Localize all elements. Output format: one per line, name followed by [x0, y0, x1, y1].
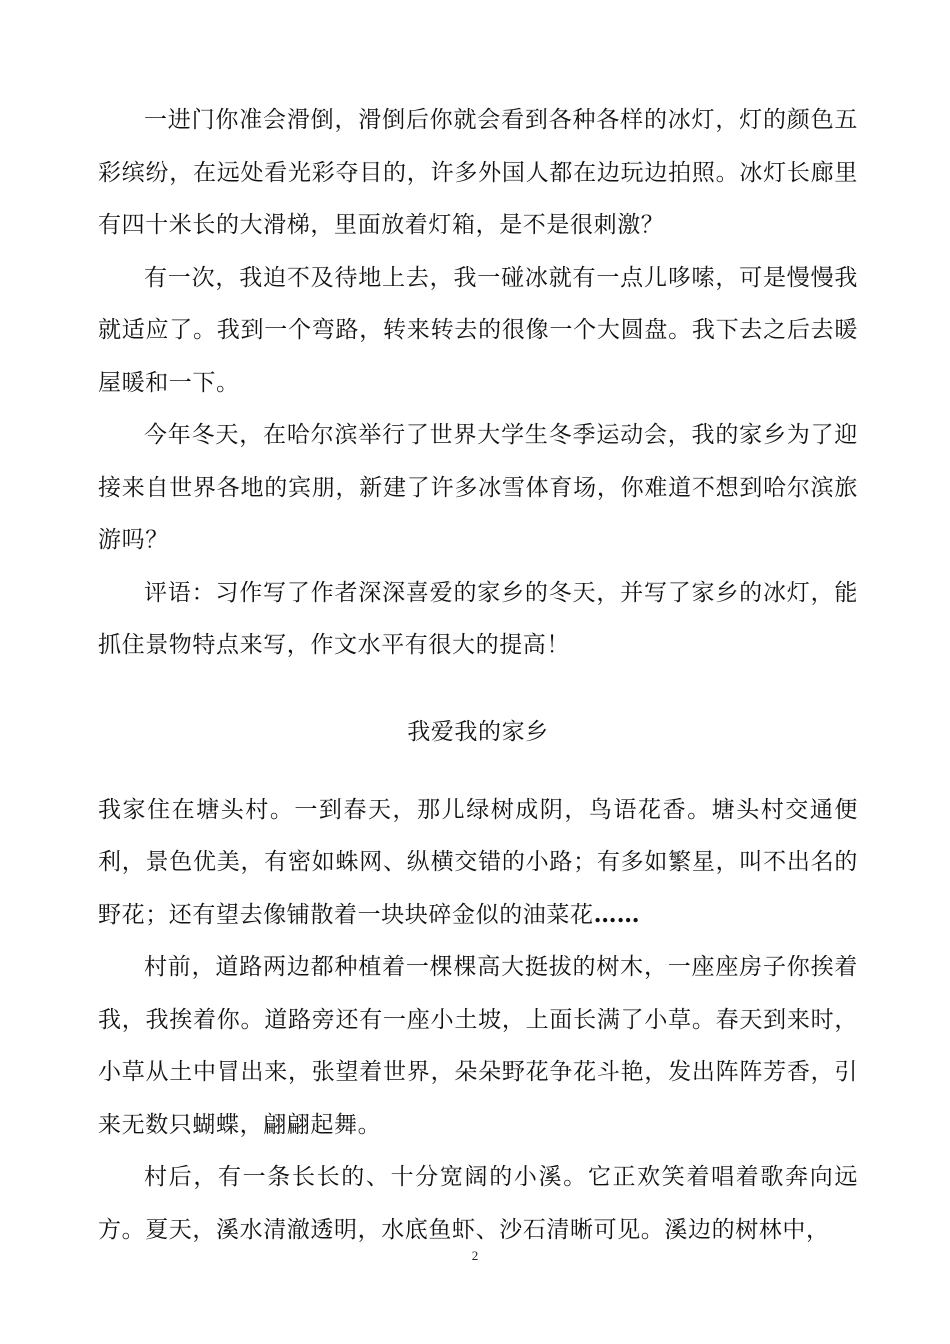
paragraph-village-back: 村后，有一条长长的、十分宽阔的小溪。它正欢笑着唱着歌奔向远方。夏天，溪水清澈透明，水底鱼虾、沙石清晰可见。溪边的树林中， — [98, 1164, 858, 1243]
paragraph-winter-games: 今年冬天，在哈尔滨举行了世界大学生冬季运动会，我的家乡为了迎接来自世界各地的宾朋，新建了许多冰雪体育场，你难道不想到哈尔滨旅游吗？ — [98, 422, 858, 553]
village-intro-text: 我家住在塘头村。一到春天，那儿绿树成阴，鸟语花香。塘头村交通便利，景色优美，有密如蛛网、纵横交错的小路；有多如繁星，叫不出名的野花；还有望去像铺散着一块块碎金似的油菜花 — [98, 796, 858, 928]
paragraph-teacher-comment: 评语：习作写了作者深深喜爱的家乡的冬天，并写了家乡的冰灯，能抓住景物特点来写，作文水平有很大的提高！ — [98, 579, 858, 658]
paragraph-ice-lantern: 一进门你准会滑倒，滑倒后你就会看到各种各样的冰灯，灯的颜色五彩缤纷，在远处看光彩夺目的，许多外国人都在边玩边拍照。冰灯长廊里有四十米长的大滑梯，里面放着灯箱，是不是很刺激？ — [98, 107, 858, 238]
essay-title: 我爱我的家乡 — [407, 718, 549, 745]
page-number: 2 — [471, 1248, 479, 1263]
document-page — [98, 94, 858, 1256]
paragraph-village-front: 村前，道路两边都种植着一棵棵高大挺拔的树木，一座座房子你挨着我，我挨着你。道路旁还有一座小土坡，上面长满了小草。春天到来时，小草从土中冒出来，张望着世界，朵朵野花争花斗艳，发出阵阵芳香，引来无数只蝴蝶，翩翩起舞。 — [98, 954, 858, 1138]
paragraph-slide-experience: 有一次，我迫不及待地上去，我一碰冰就有一点儿哆嗦，可是慢慢我就适应了。我到一个弯路，转来转去的很像一个大圆盘。我下去之后去暖屋暖和一下。 — [98, 264, 858, 396]
paragraph-village-intro — [98, 784, 858, 942]
ellipsis: …… — [593, 900, 640, 928]
